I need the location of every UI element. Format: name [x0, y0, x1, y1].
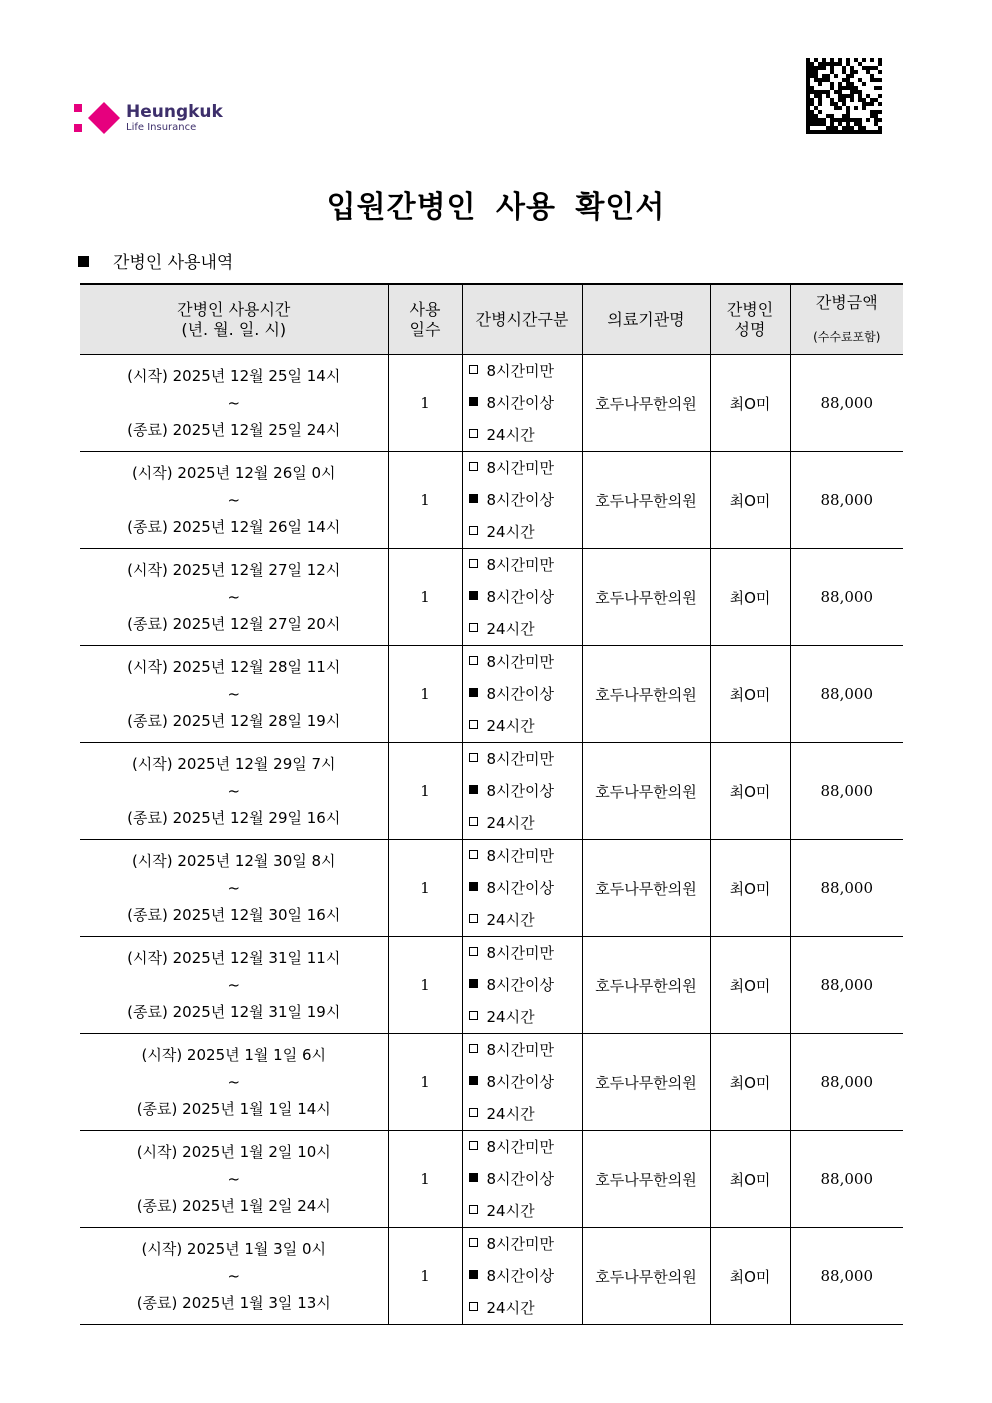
period-end: (종료) 2025년 12월 26일 14시 [127, 517, 341, 536]
care-type [462, 646, 582, 743]
checkbox-icon [469, 979, 478, 988]
checkbox-icon [469, 494, 478, 503]
company-logo [74, 102, 244, 136]
datamatrix-code [806, 58, 882, 134]
checkbox-icon [469, 817, 478, 826]
caregiver-name: 최O미 [710, 646, 790, 743]
heungkuk-logo-icon [74, 102, 122, 136]
period-separator: ~ [227, 684, 241, 703]
care-type-option: 8시간이상 [469, 387, 582, 419]
table-row [80, 646, 903, 743]
usage-days: 1 [388, 1034, 462, 1131]
period-separator: ~ [227, 781, 241, 800]
hospital-name: 호두나무한의원 [582, 1228, 710, 1325]
care-type-option: 8시간이상 [469, 969, 582, 1001]
care-type-option: 24시간 [469, 613, 582, 645]
checkbox-icon [469, 785, 478, 794]
checkbox-icon [469, 882, 478, 891]
care-amount: 88,000 [790, 840, 903, 937]
hospital-name: 호두나무한의원 [582, 646, 710, 743]
hospital-name: 호두나무한의원 [582, 355, 710, 452]
care-type [462, 1034, 582, 1131]
care-type-option: 24시간 [469, 1292, 582, 1324]
caregiver-name: 최O미 [710, 743, 790, 840]
checkbox-icon [469, 365, 478, 374]
checkbox-icon [469, 397, 478, 406]
period-end: (종료) 2025년 12월 30일 16시 [127, 905, 341, 924]
care-type [462, 452, 582, 549]
period-start: (시작) 2025년 1월 1일 6시 [141, 1045, 327, 1064]
checkbox-icon [469, 1108, 478, 1117]
care-type-option: 8시간이상 [469, 484, 582, 516]
period-end: (종료) 2025년 12월 29일 16시 [127, 808, 341, 827]
period-end: (종료) 2025년 12월 28일 19시 [127, 711, 341, 730]
care-type-option: 8시간미만 [469, 452, 582, 484]
care-type-option: 8시간이상 [469, 1066, 582, 1098]
period-start: (시작) 2025년 12월 27일 12시 [127, 560, 341, 579]
care-type-option: 8시간미만 [469, 937, 582, 969]
checkbox-icon [469, 1205, 478, 1214]
table-row [80, 1034, 903, 1131]
period-separator: ~ [227, 1072, 241, 1091]
care-type-option: 8시간미만 [469, 1131, 582, 1163]
usage-period [80, 1034, 388, 1131]
checkbox-icon [469, 1302, 478, 1311]
usage-period [80, 452, 388, 549]
checkbox-icon [469, 1173, 478, 1182]
checkbox-icon [469, 688, 478, 697]
care-type-option: 24시간 [469, 1195, 582, 1227]
care-type [462, 1228, 582, 1325]
period-separator: ~ [227, 1266, 241, 1285]
care-type [462, 1131, 582, 1228]
checkbox-icon [469, 914, 478, 923]
period-start: (시작) 2025년 1월 2일 10시 [136, 1142, 331, 1161]
care-type-option: 24시간 [469, 419, 582, 451]
usage-days: 1 [388, 743, 462, 840]
caregiver-name: 최O미 [710, 549, 790, 646]
checkbox-icon [469, 1076, 478, 1085]
usage-period [80, 549, 388, 646]
care-type-option: 8시간미만 [469, 646, 582, 678]
care-amount: 88,000 [790, 355, 903, 452]
usage-days: 1 [388, 646, 462, 743]
table-row [80, 355, 903, 452]
care-type-option: 8시간미만 [469, 1228, 582, 1260]
caregiver-name: 최O미 [710, 1131, 790, 1228]
usage-period [80, 1131, 388, 1228]
logo-subtitle: Life Insurance [126, 122, 197, 133]
usage-days: 1 [388, 549, 462, 646]
period-separator: ~ [227, 975, 241, 994]
care-type-option: 8시간이상 [469, 581, 582, 613]
period-end: (종료) 2025년 12월 27일 20시 [127, 614, 341, 633]
caregiver-name: 최O미 [710, 937, 790, 1034]
period-start: (시작) 2025년 12월 29일 7시 [131, 754, 336, 773]
table-header-row [80, 284, 903, 355]
checkbox-icon [469, 429, 478, 438]
header-caregiver: 간병인 성명 [710, 284, 790, 355]
care-type [462, 355, 582, 452]
usage-days: 1 [388, 355, 462, 452]
usage-days: 1 [388, 1228, 462, 1325]
period-separator: ~ [227, 1169, 241, 1188]
care-type-option: 8시간미만 [469, 743, 582, 775]
hospital-name: 호두나무한의원 [582, 1131, 710, 1228]
period-separator: ~ [227, 878, 241, 897]
care-type-option: 8시간미만 [469, 840, 582, 872]
care-amount: 88,000 [790, 1131, 903, 1228]
caregiver-name: 최O미 [710, 1228, 790, 1325]
period-end: (종료) 2025년 1월 2일 24시 [136, 1196, 331, 1215]
caregiver-name: 최O미 [710, 452, 790, 549]
hospital-name: 호두나무한의원 [582, 743, 710, 840]
care-type-option: 8시간미만 [469, 1034, 582, 1066]
checkbox-icon [469, 1044, 478, 1053]
logo-name: Heungkuk [126, 102, 223, 122]
period-start: (시작) 2025년 12월 28일 11시 [127, 657, 341, 676]
care-type [462, 937, 582, 1034]
table-row [80, 549, 903, 646]
care-type-option: 24시간 [469, 710, 582, 742]
care-type-option: 24시간 [469, 1001, 582, 1033]
care-type-option: 8시간이상 [469, 1260, 582, 1292]
checkbox-icon [469, 850, 478, 859]
care-type-option: 24시간 [469, 516, 582, 548]
usage-period [80, 355, 388, 452]
period-start: (시작) 2025년 12월 25일 14시 [127, 366, 341, 385]
care-type-option: 8시간이상 [469, 1163, 582, 1195]
hospital-name: 호두나무한의원 [582, 452, 710, 549]
period-start: (시작) 2025년 12월 31일 11시 [127, 948, 341, 967]
document-title: 입원간병인 사용 확인서 [326, 190, 666, 225]
table-row [80, 840, 903, 937]
header-period: 간병인 사용시간 (년. 월. 일. 시) [80, 284, 388, 355]
period-start: (시작) 2025년 1월 3일 0시 [141, 1239, 327, 1258]
square-bullet-icon [78, 256, 89, 267]
period-separator: ~ [227, 393, 241, 412]
table-row [80, 452, 903, 549]
header-hospital: 의료기관명 [582, 284, 710, 355]
usage-period [80, 646, 388, 743]
checkbox-icon [469, 591, 478, 600]
care-type-option: 8시간이상 [469, 775, 582, 807]
care-amount: 88,000 [790, 646, 903, 743]
caregiver-name: 최O미 [710, 355, 790, 452]
table-row [80, 937, 903, 1034]
care-amount: 88,000 [790, 1034, 903, 1131]
usage-days: 1 [388, 1131, 462, 1228]
period-end: (종료) 2025년 12월 31일 19시 [127, 1002, 341, 1021]
care-type [462, 840, 582, 937]
usage-days: 1 [388, 937, 462, 1034]
period-end: (종료) 2025년 1월 3일 13시 [136, 1293, 331, 1312]
table-row [80, 1228, 903, 1325]
hospital-name: 호두나무한의원 [582, 1034, 710, 1131]
care-amount: 88,000 [790, 549, 903, 646]
usage-period [80, 743, 388, 840]
care-type-option: 8시간미만 [469, 549, 582, 581]
care-type [462, 743, 582, 840]
usage-period [80, 840, 388, 937]
section-heading [78, 248, 233, 273]
period-start: (시작) 2025년 12월 26일 0시 [131, 463, 336, 482]
checkbox-icon [469, 526, 478, 535]
checkbox-icon [469, 1238, 478, 1247]
header-amount: 간병금액 (수수료포함) [790, 284, 903, 355]
checkbox-icon [469, 753, 478, 762]
checkbox-icon [469, 462, 478, 471]
hospital-name: 호두나무한의원 [582, 937, 710, 1034]
care-type-option: 8시간이상 [469, 678, 582, 710]
caregiver-usage-table [80, 283, 903, 1325]
care-type-option: 8시간미만 [469, 355, 582, 387]
care-type-option: 24시간 [469, 904, 582, 936]
care-amount: 88,000 [790, 743, 903, 840]
period-separator: ~ [227, 587, 241, 606]
header-days: 사용 일수 [388, 284, 462, 355]
care-amount: 88,000 [790, 937, 903, 1034]
care-type [462, 549, 582, 646]
period-end: (종료) 2025년 12월 25일 24시 [127, 420, 341, 439]
usage-days: 1 [388, 452, 462, 549]
checkbox-icon [469, 720, 478, 729]
checkbox-icon [469, 656, 478, 665]
period-start: (시작) 2025년 12월 30일 8시 [131, 851, 336, 870]
checkbox-icon [469, 559, 478, 568]
hospital-name: 호두나무한의원 [582, 840, 710, 937]
hospital-name: 호두나무한의원 [582, 549, 710, 646]
section-title: 간병인 사용내역 [113, 253, 234, 273]
checkbox-icon [469, 1141, 478, 1150]
care-type-option: 24시간 [469, 807, 582, 839]
period-separator: ~ [227, 490, 241, 509]
care-amount: 88,000 [790, 1228, 903, 1325]
care-type-option: 24시간 [469, 1098, 582, 1130]
caregiver-name: 최O미 [710, 1034, 790, 1131]
table-row [80, 743, 903, 840]
header-type: 간병시간구분 [462, 284, 582, 355]
checkbox-icon [469, 947, 478, 956]
usage-period [80, 1228, 388, 1325]
checkbox-icon [469, 1270, 478, 1279]
checkbox-icon [469, 623, 478, 632]
care-amount: 88,000 [790, 452, 903, 549]
table-row [80, 1131, 903, 1228]
usage-period [80, 937, 388, 1034]
caregiver-name: 최O미 [710, 840, 790, 937]
checkbox-icon [469, 1011, 478, 1020]
period-end: (종료) 2025년 1월 1일 14시 [136, 1099, 331, 1118]
care-type-option: 8시간이상 [469, 872, 582, 904]
usage-days: 1 [388, 840, 462, 937]
